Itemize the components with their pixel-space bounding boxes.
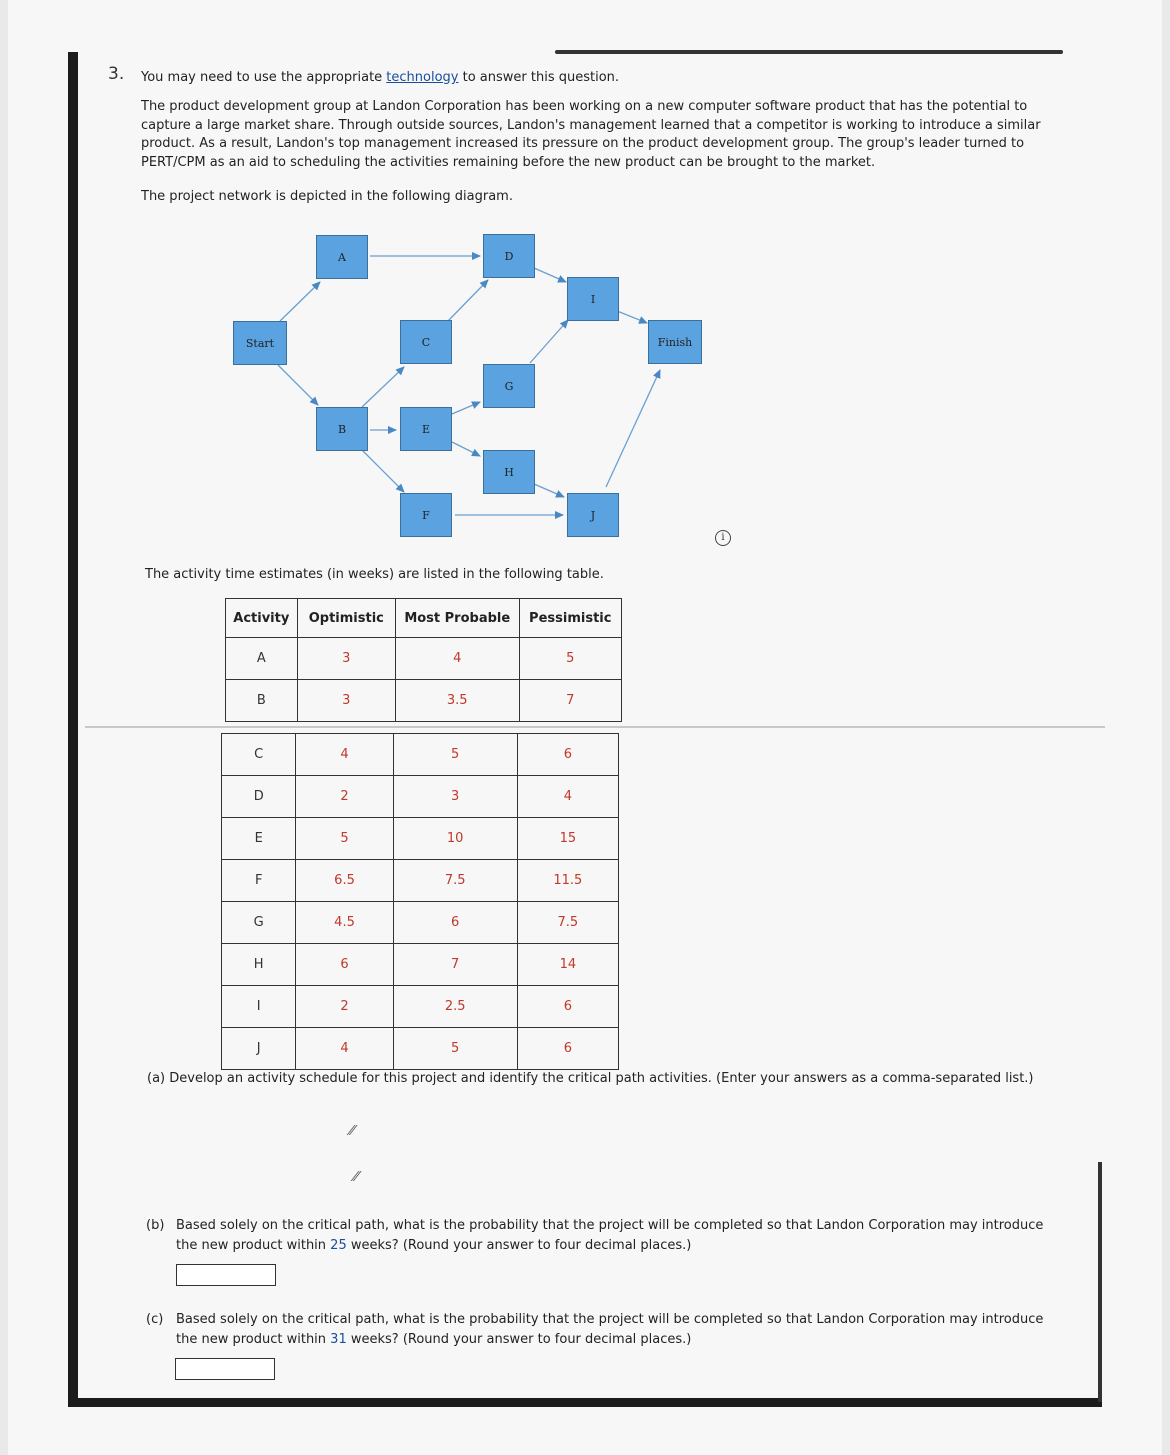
technology-link[interactable]: technology [386, 70, 459, 85]
part-b-text-end: weeks? (Round your answer to four decimal places.) [346, 1238, 692, 1253]
bottom-border [68, 1398, 1102, 1407]
table-row [226, 638, 622, 680]
activity-cell: I [222, 986, 296, 1028]
part-b-text [176, 1216, 1066, 1256]
resize-handle-icon[interactable]: ⁄⁄ [350, 1124, 355, 1139]
edge-j-finish [606, 370, 660, 487]
part-c-text [176, 1310, 1066, 1350]
activity-cell: H [222, 944, 296, 986]
right-border [1098, 1162, 1102, 1402]
most-probable-cell: 6 [393, 902, 517, 944]
optimistic-cell: 4 [296, 734, 393, 776]
edge-d-i [534, 268, 566, 282]
optimistic-cell: 2 [296, 776, 393, 818]
activity-cell: J [222, 1028, 296, 1070]
part-c-answer-input[interactable] [175, 1358, 275, 1380]
question-paragraph: The product development group at Landon Corporation has been working on a new computer software product that has the potential to capture a large market share. Through outside sources, Landon's management learned that a competitor is working to introduce a similar product. As a result, Landon's top management increased its pressure on the product development group. The group's leader turned to PERT/CPM as an aid to scheduling the activities remaining before the new product can be brought to the market. [141, 99, 1041, 170]
edge-i-finish [617, 311, 647, 323]
optimistic-cell: 4.5 [296, 902, 393, 944]
table-row [222, 944, 619, 986]
part-b-label: (b) [146, 1218, 165, 1233]
edge-start-b [278, 365, 318, 405]
pessimistic-cell: 14 [517, 944, 618, 986]
optimistic-cell: 6.5 [296, 860, 393, 902]
node-j: J [567, 493, 619, 537]
info-icon[interactable]: i [715, 530, 731, 546]
activity-cell: E [222, 818, 296, 860]
most-probable-cell: 7 [393, 944, 517, 986]
intro-text: You may need to use the appropriate [141, 70, 387, 85]
node-h: H [483, 450, 535, 494]
table-row [222, 1028, 619, 1070]
node-finish: Finish [648, 320, 702, 364]
header-optimistic: Optimistic [297, 599, 395, 638]
part-c-weeks: 31 [330, 1332, 347, 1347]
intro-text-end: to answer this question. [458, 70, 620, 85]
table-row [222, 734, 619, 776]
resize-handle-icon[interactable]: ⁄⁄ [354, 1170, 359, 1185]
most-probable-cell: 10 [393, 818, 517, 860]
pessimistic-cell: 7 [519, 680, 622, 722]
node-a: A [316, 235, 368, 279]
node-i: I [567, 277, 619, 321]
node-e: E [400, 407, 452, 451]
table-row [222, 902, 619, 944]
node-b: B [316, 407, 368, 451]
table-row [222, 776, 619, 818]
pessimistic-cell: 15 [517, 818, 618, 860]
optimistic-cell: 4 [296, 1028, 393, 1070]
activity-cell: C [222, 734, 296, 776]
part-a-text: (a) Develop an activity schedule for this project and identify the critical path activities. (Enter your answers as a comma-separated list.) [147, 1071, 1034, 1086]
pessimistic-cell: 11.5 [517, 860, 618, 902]
most-probable-cell: 3 [393, 776, 517, 818]
most-probable-cell: 5 [393, 1028, 517, 1070]
header-activity: Activity [226, 599, 298, 638]
pessimistic-cell: 7.5 [517, 902, 618, 944]
node-start: Start [233, 321, 287, 365]
activity-cell: A [226, 638, 298, 680]
table-row [222, 860, 619, 902]
activity-table-bottom [221, 733, 619, 1070]
pessimistic-cell: 6 [517, 986, 618, 1028]
edge-c-d [448, 280, 488, 321]
node-f: F [400, 493, 452, 537]
edge-g-i [530, 320, 568, 363]
table-header-row [226, 599, 622, 638]
optimistic-cell: 2 [296, 986, 393, 1028]
table-row [226, 680, 622, 722]
optimistic-cell: 3 [297, 638, 395, 680]
pessimistic-cell: 6 [517, 734, 618, 776]
part-c-text-start: Based solely on the critical path, what is the probability that the project will be completed so that Landon Corporation may introduce the new product within [176, 1312, 1044, 1347]
most-probable-cell: 5 [393, 734, 517, 776]
edge-b-c [362, 367, 404, 407]
part-c-text-end: weeks? (Round your answer to four decimal places.) [346, 1332, 692, 1347]
activity-table-top [225, 598, 622, 722]
part-b-weeks: 25 [330, 1238, 347, 1253]
edge-e-h [452, 442, 480, 456]
edge-start-a [280, 282, 320, 321]
table-row [222, 818, 619, 860]
activity-cell: F [222, 860, 296, 902]
optimistic-cell: 3 [297, 680, 395, 722]
activity-cell: D [222, 776, 296, 818]
most-probable-cell: 3.5 [396, 680, 519, 722]
node-g: G [483, 364, 535, 408]
node-c: C [400, 320, 452, 364]
edge-b-f [362, 450, 404, 492]
pessimistic-cell: 6 [517, 1028, 618, 1070]
most-probable-cell: 4 [396, 638, 519, 680]
network-lead: The project network is depicted in the following diagram. [141, 189, 513, 204]
question-number: 3. [108, 64, 125, 84]
page-fold-line [85, 726, 1105, 728]
optimistic-cell: 6 [296, 944, 393, 986]
table-caption: The activity time estimates (in weeks) are listed in the following table. [145, 567, 604, 582]
part-c-label: (c) [146, 1312, 164, 1327]
part-b-text-start: Based solely on the critical path, what is the probability that the project will be completed so that Landon Corporation may introduce the new product within [176, 1218, 1044, 1253]
table-row [222, 986, 619, 1028]
edge-e-g [452, 402, 480, 414]
activity-cell: B [226, 680, 298, 722]
most-probable-cell: 2.5 [393, 986, 517, 1028]
optimistic-cell: 5 [296, 818, 393, 860]
header-pessimistic: Pessimistic [519, 599, 622, 638]
node-d: D [483, 234, 535, 278]
pessimistic-cell: 5 [519, 638, 622, 680]
header-most-probable: Most Probable [396, 599, 519, 638]
activity-cell: G [222, 902, 296, 944]
part-b-answer-input[interactable] [176, 1264, 276, 1286]
edge-h-j [534, 484, 564, 497]
most-probable-cell: 7.5 [393, 860, 517, 902]
pessimistic-cell: 4 [517, 776, 618, 818]
